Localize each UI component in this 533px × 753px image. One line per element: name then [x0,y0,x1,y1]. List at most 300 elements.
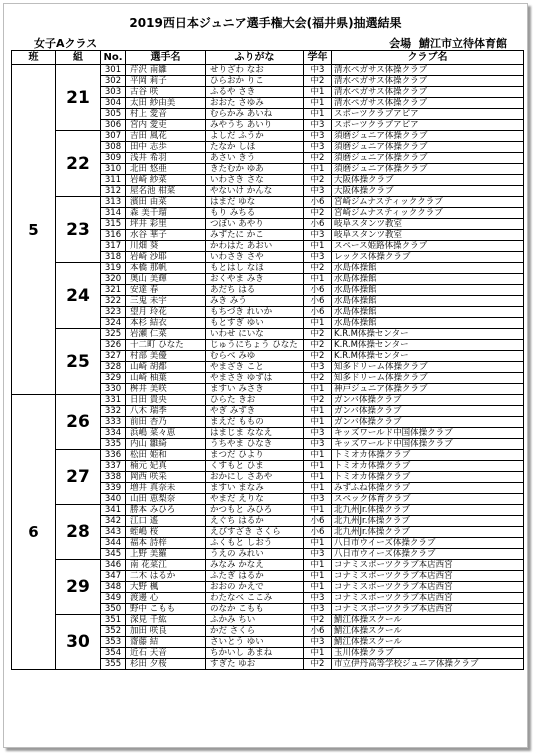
club-name: 八日市ウイーズ体操クラブ [332,538,524,549]
club-name: スペース姫路体操クラブ [332,241,524,252]
athlete-furigana: うえの みれい [206,549,304,560]
athlete-grade: 中1 [304,406,332,417]
athlete-grade: 中3 [304,549,332,560]
entry-number: 314 [101,208,126,219]
group-cell: 30 [56,615,101,670]
table-header-row [12,51,524,65]
club-name: 市立伊丹高等学校ジュニア体操クラブ [332,659,524,670]
athlete-grade: 中2 [304,263,332,274]
entry-number: 309 [101,153,126,164]
athlete-name: 浅井 希羽 [126,153,206,164]
athlete-name: 太田 紗由美 [126,98,206,109]
athlete-grade: 小6 [304,626,332,637]
table-row [12,329,524,340]
entry-number: 337 [101,461,126,472]
athlete-grade: 中2 [304,615,332,626]
athlete-furigana: あさい きう [206,153,304,164]
entry-number: 349 [101,593,126,604]
club-name: スポーツクラブアピア [332,120,524,131]
athlete-furigana: のなか こもも [206,604,304,615]
athlete-name: 内山 雛綺 [126,439,206,450]
entry-number: 301 [101,65,126,76]
athlete-furigana: えびすざき さくら [206,527,304,538]
athlete-furigana: やまさき ゆずは [206,373,304,384]
club-name: 八日市ウイーズ体操クラブ [332,549,524,560]
athlete-name: 奥山 美輝 [126,274,206,285]
club-name: ガンバ体操クラブ [332,406,524,417]
athlete-grade: 中1 [304,318,332,329]
athlete-name: 岡西 咲采 [126,472,206,483]
entry-number: 329 [101,373,126,384]
entry-number: 352 [101,626,126,637]
athlete-grade: 中1 [304,164,332,175]
header-no: No. [101,51,126,65]
athlete-furigana: ますい まなみ [206,483,304,494]
athlete-grade: 中2 [304,329,332,340]
athlete-name: 蛭嶋 桜 [126,527,206,538]
athlete-name: 三鬼 未宇 [126,296,206,307]
page-title: 2019西日本ジュニア選手権大会(福井県)抽選結果 [129,16,402,30]
athlete-name: 山崎 柚葉 [126,373,206,384]
club-name: コナミスポーツクラブ本店西宮 [332,582,524,593]
entry-number: 347 [101,571,126,582]
club-name: 玉川体操クラブ [332,648,524,659]
entry-number: 327 [101,351,126,362]
club-name: 須磨ジュニア体操クラブ [332,131,524,142]
athlete-name: 岩崎 紗菜 [126,175,206,186]
athlete-furigana: わたなべ ここみ [206,593,304,604]
athlete-grade: 中2 [304,175,332,186]
entry-number: 345 [101,549,126,560]
athlete-furigana: もとすぎ ゆい [206,318,304,329]
entry-number: 333 [101,417,126,428]
entry-number: 310 [101,164,126,175]
entry-number: 339 [101,483,126,494]
group-cell: 23 [56,197,101,263]
draw-results-table [11,50,524,670]
club-name: K.R.M体操センター [332,340,524,351]
athlete-name: 本橋 那帆 [126,263,206,274]
athlete-grade: 中2 [304,659,332,670]
athlete-grade: 小6 [304,197,332,208]
table-row [12,65,524,76]
entry-number: 334 [101,428,126,439]
club-name: キッズワールド中国体操クラブ [332,428,524,439]
athlete-grade: 中1 [304,582,332,593]
group-cell: 27 [56,450,101,505]
athlete-name: 日田 貴央 [126,395,206,406]
club-name: 知多ドリーム体操クラブ [332,362,524,373]
table-row [12,395,524,406]
club-name: 水島体操館 [332,263,524,274]
club-name: 北九州Jr.体操クラブ [332,505,524,516]
athlete-name: 桝井 美咲 [126,384,206,395]
club-name: 宮崎ジムナスティッククラブ [332,197,524,208]
athlete-furigana: たなか しほ [206,142,304,153]
club-name: コナミスポーツクラブ本店西宮 [332,593,524,604]
header-kana: ふりがな [206,51,304,65]
athlete-furigana: ふくもと しおう [206,538,304,549]
athlete-grade: 中2 [304,395,332,406]
athlete-grade: 中3 [304,252,332,263]
athlete-name: 宮内 愛吏 [126,120,206,131]
entry-number: 331 [101,395,126,406]
han-cell: 5 [12,65,56,395]
athlete-furigana: ひらおか りこ [206,76,304,87]
athlete-furigana: よしだ ふうか [206,131,304,142]
entry-number: 315 [101,219,126,230]
athlete-name: 村部 美優 [126,351,206,362]
athlete-name: 安達 春 [126,285,206,296]
entry-number: 303 [101,87,126,98]
athlete-furigana: やないけ かんな [206,186,304,197]
entry-number: 307 [101,131,126,142]
club-name: コナミスポーツクラブ本店西宮 [332,571,524,582]
venue-info [385,35,507,51]
athlete-furigana: もとはし なほ [206,263,304,274]
class-label: 女子Aクラス [34,37,98,50]
entry-number: 313 [101,197,126,208]
entry-number: 317 [101,241,126,252]
venue-label: 会場 [389,37,412,50]
athlete-name: 屋名池 柑菜 [126,186,206,197]
table-row [12,450,524,461]
athlete-grade: 中1 [304,538,332,549]
athlete-furigana: くすもと ひま [206,461,304,472]
entry-number: 353 [101,637,126,648]
club-name: 清水ペガサス体操クラブ [332,98,524,109]
athlete-name: 濱田 由菜 [126,197,206,208]
club-name: 水島体操館 [332,285,524,296]
entry-number: 322 [101,296,126,307]
group-cell: 28 [56,505,101,560]
athlete-furigana: いわさき さな [206,175,304,186]
entry-number: 354 [101,648,126,659]
athlete-furigana: ちかいし あまね [206,648,304,659]
entry-number: 328 [101,362,126,373]
athlete-name: 杉田 夕桜 [126,659,206,670]
club-name: コナミスポーツクラブ本店西宮 [332,604,524,615]
athlete-furigana: うちやま ひなき [206,439,304,450]
group-cell: 29 [56,560,101,615]
athlete-furigana: もり みちる [206,208,304,219]
athlete-grade: 中3 [304,428,332,439]
club-name: 水島体操館 [332,274,524,285]
athlete-furigana: つぼい あやり [206,219,304,230]
athlete-name: 本杉 結衣 [126,318,206,329]
athlete-furigana: いわさき さや [206,252,304,263]
athlete-furigana: ますい みさき [206,384,304,395]
athlete-name: 坪井 彩里 [126,219,206,230]
athlete-grade: 中3 [304,186,332,197]
club-name: 清水ペガサス体操クラブ [332,65,524,76]
athlete-name: 二木 はるか [126,571,206,582]
club-name: ガンバ体操クラブ [332,417,524,428]
athlete-furigana: みき みう [206,296,304,307]
athlete-grade: 小6 [304,516,332,527]
athlete-name: 上野 美羅 [126,549,206,560]
athlete-furigana: おかにし さあや [206,472,304,483]
entry-number: 318 [101,252,126,263]
club-name: 神戸ジュニア体操クラブ [332,384,524,395]
athlete-grade: 中3 [304,65,332,76]
athlete-name: 川畑 葵 [126,241,206,252]
athlete-grade: 中3 [304,637,332,648]
athlete-furigana: すぎた ゆお [206,659,304,670]
athlete-furigana: さいとう ゆい [206,637,304,648]
entry-number: 325 [101,329,126,340]
athlete-furigana: じゅうにちょう ひなた [206,340,304,351]
athlete-grade: 小6 [304,296,332,307]
club-name: 須磨ジュニア体操クラブ [332,153,524,164]
athlete-furigana: やまざき こと [206,362,304,373]
athlete-furigana: おくやま みき [206,274,304,285]
athlete-grade: 中1 [304,98,332,109]
entry-number: 308 [101,142,126,153]
entry-number: 316 [101,230,126,241]
entry-number: 346 [101,560,126,571]
club-name: 北九州Jr.体操クラブ [332,527,524,538]
athlete-grade: 中1 [304,472,332,483]
athlete-name: 南 花菜江 [126,560,206,571]
athlete-name: 大野 楓 [126,582,206,593]
club-name: 岐阜スタンツ教室 [332,230,524,241]
entry-number: 304 [101,98,126,109]
entry-number: 323 [101,307,126,318]
athlete-furigana: きたむか ゆあ [206,164,304,175]
athlete-name: 八木 瑞季 [126,406,206,417]
athlete-furigana: まえだ ももの [206,417,304,428]
athlete-name: 岩瀬 仁菜 [126,329,206,340]
athlete-name: 齋藤 結 [126,637,206,648]
table-row [12,263,524,274]
athlete-furigana: せりざわ なお [206,65,304,76]
athlete-name: 楠元 妃真 [126,461,206,472]
club-name: 清水ペガサス体操クラブ [332,76,524,87]
athlete-furigana: みずたに かこ [206,230,304,241]
athlete-furigana: かだ さくら [206,626,304,637]
athlete-furigana: やまだ えりな [206,494,304,505]
athlete-furigana: あだち はる [206,285,304,296]
group-cell: 26 [56,395,101,450]
entry-number: 342 [101,516,126,527]
club-name: 大阪体操クラブ [332,186,524,197]
athlete-name: 芹沢 南雛 [126,65,206,76]
athlete-grade: 中3 [304,593,332,604]
han-cell: 6 [12,395,56,670]
entry-number: 343 [101,527,126,538]
athlete-furigana: かわはた あおい [206,241,304,252]
club-name: 鯖江体操スクール [332,637,524,648]
entry-number: 302 [101,76,126,87]
club-name: トミオカ体操クラブ [332,450,524,461]
athlete-furigana: えぐち はるか [206,516,304,527]
table-row [12,615,524,626]
athlete-grade: 中1 [304,571,332,582]
athlete-grade: 中2 [304,373,332,384]
header-group: 組 [56,51,101,65]
entry-number: 338 [101,472,126,483]
athlete-furigana: まつだ ひより [206,450,304,461]
club-name: トミオカ体操クラブ [332,472,524,483]
document-page [3,3,528,748]
table-row [12,505,524,516]
athlete-furigana: いわせ にいな [206,329,304,340]
athlete-name: 加田 咲良 [126,626,206,637]
athlete-grade: 中3 [304,439,332,450]
header-han: 班 [12,51,56,65]
entry-number: 336 [101,450,126,461]
entry-number: 351 [101,615,126,626]
athlete-name: 前田 杏乃 [126,417,206,428]
athlete-name: 江口 遙 [126,516,206,527]
club-name: ガンバ体操クラブ [332,395,524,406]
entry-number: 324 [101,318,126,329]
athlete-furigana: はまだ ゆな [206,197,304,208]
athlete-grade: 中2 [304,351,332,362]
table-row [12,131,524,142]
athlete-grade: 中1 [304,274,332,285]
athlete-grade: 中3 [304,120,332,131]
athlete-furigana: むらべ みゆ [206,351,304,362]
athlete-grade: 中1 [304,505,332,516]
athlete-grade: 中1 [304,384,332,395]
athlete-grade: 中1 [304,87,332,98]
athlete-grade: 中2 [304,153,332,164]
athlete-furigana: はまじま ななえ [206,428,304,439]
athlete-name: 岩崎 沙耶 [126,252,206,263]
entry-number: 305 [101,109,126,120]
athlete-name: 北田 悠亜 [126,164,206,175]
athlete-grade: 中1 [304,450,332,461]
athlete-grade: 中1 [304,648,332,659]
athlete-name: 渡邊 心 [126,593,206,604]
athlete-name: 望月 玲花 [126,307,206,318]
athlete-grade: 中1 [304,109,332,120]
entry-number: 332 [101,406,126,417]
entry-number: 341 [101,505,126,516]
athlete-name: 野中 こもも [126,604,206,615]
header-name: 選手名 [126,51,206,65]
athlete-furigana: もちづき れいか [206,307,304,318]
table-row [12,560,524,571]
athlete-furigana: みやうち あいり [206,120,304,131]
athlete-name: 平岡 莉子 [126,76,206,87]
club-name: スポーツクラブアピア [332,109,524,120]
entry-number: 319 [101,263,126,274]
club-name: 須磨ジュニア体操クラブ [332,164,524,175]
athlete-furigana: おおの かえで [206,582,304,593]
athlete-furigana: むらかみ あいね [206,109,304,120]
entry-number: 306 [101,120,126,131]
header-club: クラブ名 [332,51,524,65]
athlete-name: 村上 愛音 [126,109,206,120]
athlete-grade: 中3 [304,494,332,505]
athlete-name: 増井 真奈未 [126,483,206,494]
club-name: 岐阜スタンツ教室 [332,219,524,230]
club-name: 鯖江体操スクール [332,615,524,626]
club-name: K.R.M体操センター [332,351,524,362]
entry-number: 326 [101,340,126,351]
athlete-name: 森 美千瑠 [126,208,206,219]
club-name: レックス体操クラブ [332,252,524,263]
athlete-name: 勝本 みひろ [126,505,206,516]
athlete-grade: 小6 [304,307,332,318]
athlete-name: 古谷 咲 [126,87,206,98]
entry-number: 344 [101,538,126,549]
club-name: 水島体操館 [332,296,524,307]
athlete-furigana: みなみ かなえ [206,560,304,571]
entry-number: 312 [101,186,126,197]
athlete-name: 松田 姫和 [126,450,206,461]
table-row [12,197,524,208]
athlete-grade: 中1 [304,417,332,428]
athlete-name: 水谷 華子 [126,230,206,241]
entry-number: 320 [101,274,126,285]
club-name: コナミスポーツクラブ本店西宮 [332,560,524,571]
athlete-furigana: やぎ みずき [206,406,304,417]
athlete-furigana: ふたぎ はるか [206,571,304,582]
athlete-grade: 中2 [304,340,332,351]
club-name: 北九州Jr.体操クラブ [332,516,524,527]
athlete-grade: 中1 [304,241,332,252]
club-name: スペック体育クラブ [332,494,524,505]
header-grade: 学年 [304,51,332,65]
athlete-grade: 中1 [304,560,332,571]
club-name: 清水ペガサス体操クラブ [332,87,524,98]
club-name: 水島体操館 [332,318,524,329]
entry-number: 335 [101,439,126,450]
athlete-name: 深見 千紘 [126,615,206,626]
entry-number: 350 [101,604,126,615]
athlete-name: 山田 恵梨奈 [126,494,206,505]
athlete-grade: 中2 [304,76,332,87]
club-name: 大阪体操クラブ [332,175,524,186]
athlete-grade: 中2 [304,208,332,219]
athlete-grade: 小6 [304,285,332,296]
athlete-grade: 小6 [304,219,332,230]
athlete-name: 福本 詩梓 [126,538,206,549]
club-name: キッズワールド中国体操クラブ [332,439,524,450]
athlete-name: 十二町 ひなた [126,340,206,351]
athlete-furigana: ふかみ ちい [206,615,304,626]
athlete-grade: 小6 [304,527,332,538]
athlete-name: 山崎 胡都 [126,362,206,373]
venue-name: 鯖江市立待体育館 [419,37,507,50]
athlete-furigana: ひらた きお [206,395,304,406]
group-cell: 25 [56,329,101,395]
athlete-name: 吉田 風花 [126,131,206,142]
athlete-grade: 中3 [304,230,332,241]
entry-number: 330 [101,384,126,395]
athlete-grade: 中3 [304,362,332,373]
club-name: K.R.M体操センター [332,329,524,340]
athlete-grade: 中3 [304,131,332,142]
athlete-grade: 中1 [304,483,332,494]
athlete-name: 近石 天音 [126,648,206,659]
athlete-name: 浜嶋 菜々恵 [126,428,206,439]
athlete-furigana: かつもと みひろ [206,505,304,516]
group-cell: 22 [56,131,101,197]
athlete-grade: 中1 [304,461,332,472]
athlete-furigana: おおた さゆみ [206,98,304,109]
entry-number: 340 [101,494,126,505]
athlete-grade: 中3 [304,604,332,615]
club-name: 水島体操館 [332,307,524,318]
club-name: みずふね体操クラブ [332,483,524,494]
athlete-name: 田中 志歩 [126,142,206,153]
group-cell: 24 [56,263,101,329]
